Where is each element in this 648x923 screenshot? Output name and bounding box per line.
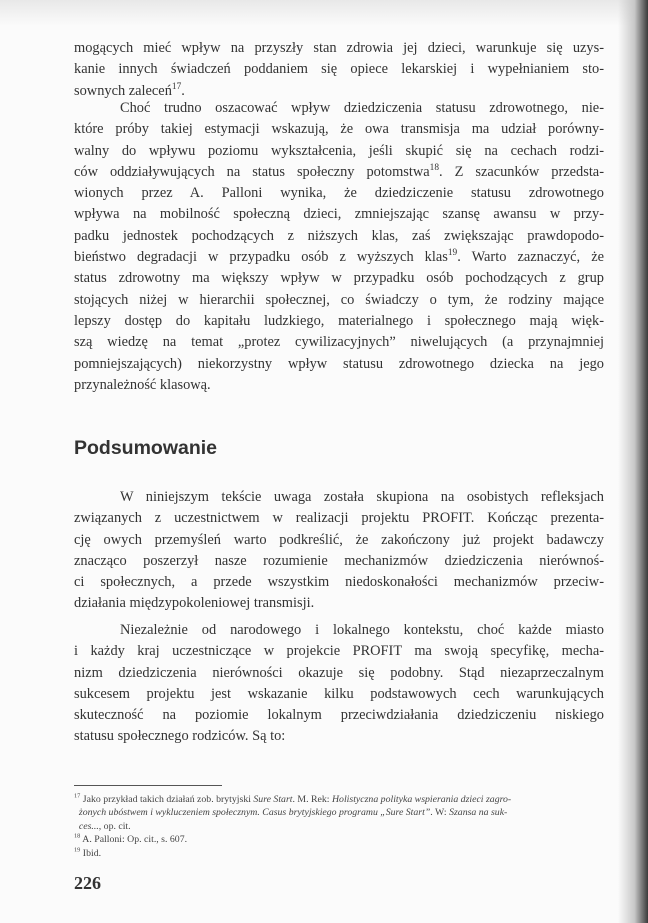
text-span: . W: xyxy=(430,807,450,819)
text-span: Sure Start xyxy=(253,794,293,805)
text-span: Jako przykład takich działań zob. brytyjski xyxy=(80,794,254,805)
paragraph-conclusion xyxy=(74,620,604,748)
text-span: ców oddziaływujących na status społeczny potomstwa xyxy=(74,163,430,180)
text-line: związanych z uczestnictwem w realizacji projektu PROFIT. Kończąc prezenta- xyxy=(74,510,604,527)
text-line: cję owych przemyśleń warto podkreślić, że zakończony już projekt badawczy xyxy=(74,531,604,548)
text-span: . M. Rek: xyxy=(292,794,332,805)
text-span: A. Palloni: Op. cit., s. 607. xyxy=(80,834,188,846)
text-line: kanie innych świadczeń poddaniem się opiece lekarskiej i wypełnianiem sto- xyxy=(74,61,604,78)
section-heading: Podsumowanie xyxy=(74,437,218,459)
text-line: W niniejszym tekście uwaga została skupiona na osobistych refleksjach xyxy=(120,489,604,505)
text-line: Choć trudno oszacować wpływ dziedziczenia statusu zdrowotnego, nie- xyxy=(120,100,604,116)
text-span: . xyxy=(181,82,185,99)
footnote-number: 18 xyxy=(74,832,81,840)
text-line: Niezależnie od narodowego i lokalnego kontekstu, choć każde miasto xyxy=(120,622,604,638)
text-line: pomniejszających) niekorzystny wpływ statusu zdrowotnego dziecka na jego xyxy=(74,355,604,372)
text-line: wpływa na mobilność społeczną dzieci, zmniejszając szansę awansu w przy- xyxy=(74,206,604,223)
page-top-shadow xyxy=(0,0,648,26)
text-span: . Z szacunków przedsta- xyxy=(438,163,604,180)
text-span: Szansa na suk- xyxy=(449,807,508,819)
text-line: statusu społecznego rodziców. Są to: xyxy=(74,728,286,745)
footnotes xyxy=(74,793,594,860)
text-span: Ibid. xyxy=(80,847,102,859)
footnote-17 xyxy=(74,793,594,806)
text-span: Holistyczna polityka wspierania dzieci zagro- xyxy=(331,794,512,805)
footnote-ref: 19 xyxy=(447,248,458,259)
footnote-number: 19 xyxy=(74,846,81,854)
text-line: skuteczność na poziomie lokalnym przeciwdziałania dziedziczeniu niskiego xyxy=(74,707,604,724)
footnote-number: 17 xyxy=(74,792,81,800)
text-line: walny do wpływu poziomu wykształcenia, jeśli skupić się na cechach rodzi- xyxy=(74,142,604,159)
text-line: wionych przez A. Palloni wynika, że dziedziczenie statusu zdrowotnego xyxy=(74,185,604,202)
text-line: przynależność klasową. xyxy=(74,376,211,393)
text-span: sownych zaleceń xyxy=(74,82,172,99)
text-line: status zdrowotny ma większy wpływ w przypadku osób pochodzących z grup xyxy=(74,270,604,287)
binding-shadow xyxy=(618,0,648,923)
text-span: , op. cit. xyxy=(98,820,131,832)
text-line: znacząco poszerzył nasze rozumienie mechanizmów dziedziczenia nierównoś- xyxy=(74,552,604,569)
text-line: działania międzypokoleniowej transmisji. xyxy=(74,595,315,612)
footnote-17-cont xyxy=(74,820,594,833)
text-line: stojących niżej w hierarchii społecznej, co świadczy o tym, że rodziny mające xyxy=(74,291,604,308)
paragraph-health-status xyxy=(74,98,604,396)
text-line: ci społecznych, a przede wszystkim niedoskonałości mechanizmów przeciw- xyxy=(74,574,604,591)
text-span: bieństwo degradacji w przypadku osób z wyższych klas xyxy=(74,249,448,266)
footnote-19 xyxy=(74,847,594,860)
footnote-divider xyxy=(74,785,222,786)
text-span: żonych ubóstwem i wykluczeniem społecznym. Casus brytyjskiego programu „Sure Start” xyxy=(78,807,431,819)
footnote-17-cont xyxy=(74,806,594,819)
text-line: mogących mieć wpływ na przyszły stan zdrowia jej dzieci, warunkuje się uzys- xyxy=(74,40,604,56)
text-line: padku jednostek pochodzących z niższych klas, zaś zwiększając prawdopodo- xyxy=(74,227,604,244)
footnote-ref: 17 xyxy=(171,81,182,92)
text-line: i każdy kraj uczestniczące w projekcie PROFIT ma swoją specyfikę, mecha- xyxy=(74,643,604,660)
footnote-18 xyxy=(74,833,594,846)
text-line: szą wiedzę na temat „protez cywilizacyjnych” niwelujących (a przynajmniej xyxy=(74,334,604,351)
text-span: ces... xyxy=(78,820,99,832)
text-line xyxy=(74,247,604,268)
text-line: które próby takiej estymacji wskazują, że owa transmisja ma udział porówny- xyxy=(74,121,604,138)
footnote-ref: 18 xyxy=(429,163,439,174)
page-number: 226 xyxy=(74,873,101,893)
text-line xyxy=(74,162,604,183)
text-line: sukcesem projektu jest wskazanie kilku podstawowych cech warunkujących xyxy=(74,685,604,702)
text-span: . Warto zaznaczyć, że xyxy=(457,249,604,266)
paragraph-summary xyxy=(74,487,604,615)
text-line: nizm dziedziczenia nierówności okazuje się podobny. Stąd niezaprzeczalnym xyxy=(74,664,604,681)
paragraph-continued xyxy=(74,38,604,102)
text-line: lepszy dostęp do kapitału ludzkiego, materialnego i społecznego mają więk- xyxy=(74,312,604,329)
